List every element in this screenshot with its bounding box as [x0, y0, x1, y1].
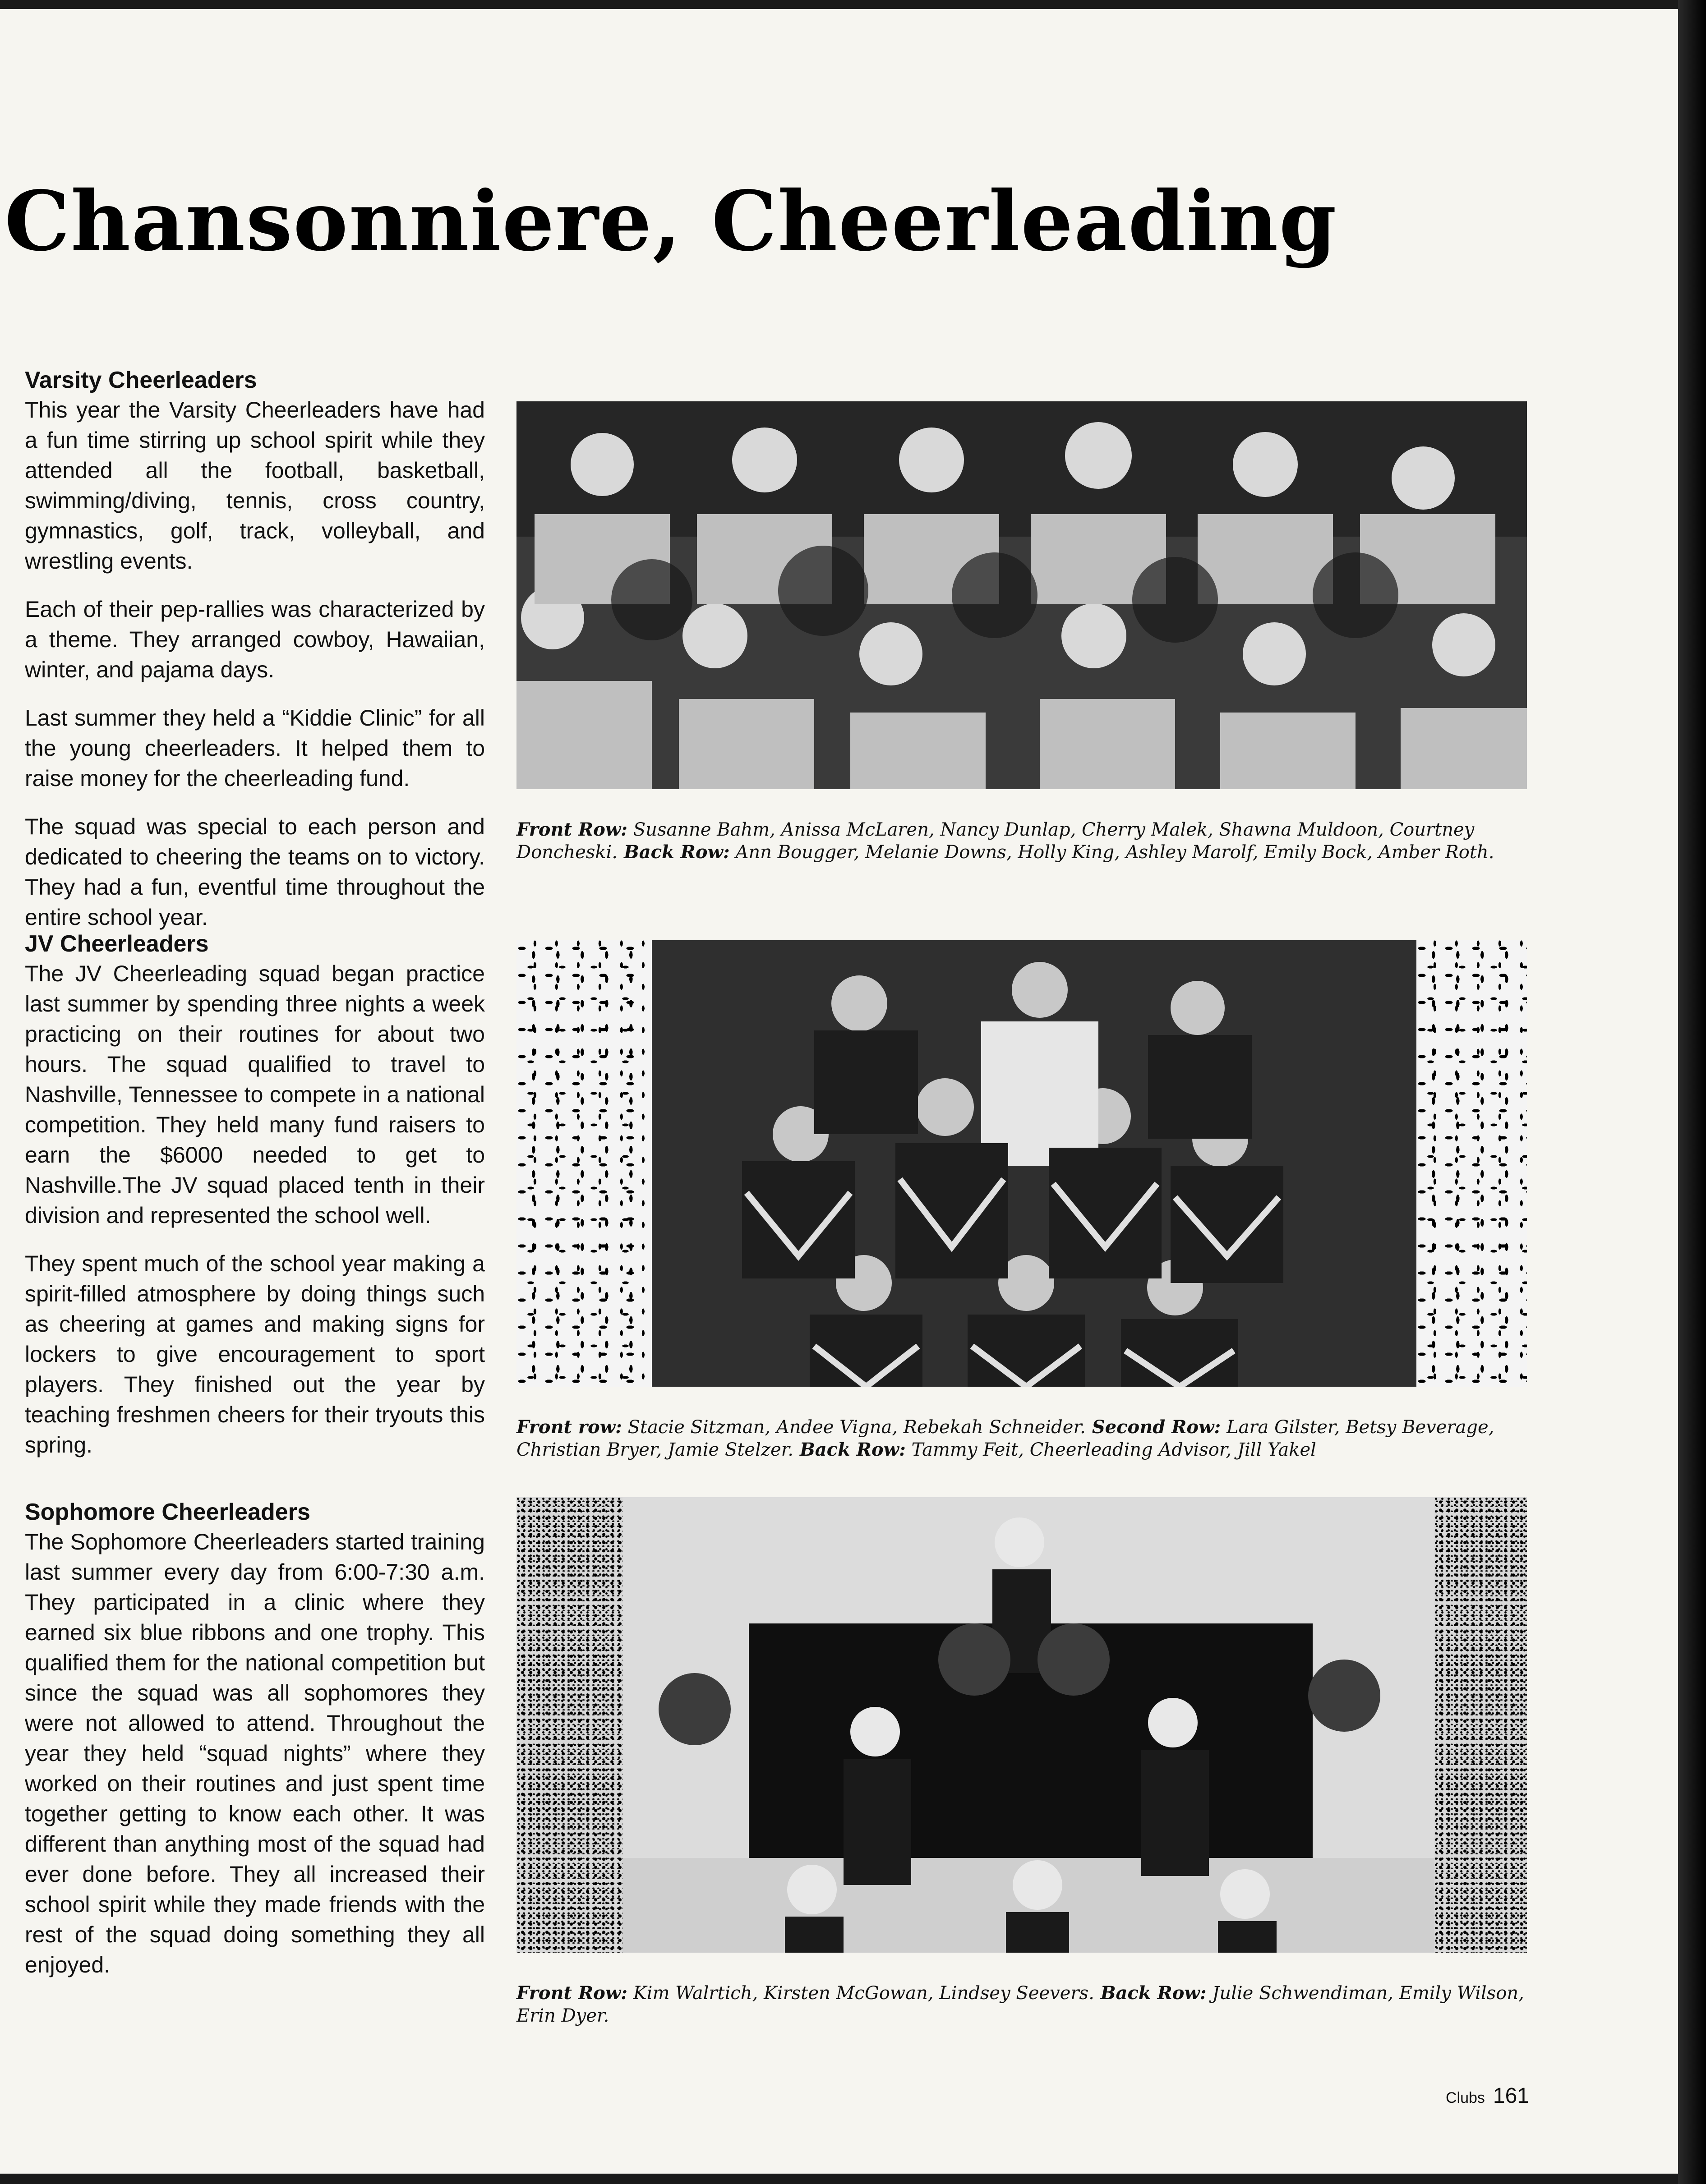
jv-paragraph: They spent much of the school year making a spirit-filled atmosphere by doing things such as cheering at games and making signs for lockers to give encouragement to sport players. They finished out the year by teaching freshmen cheers for their tryouts this spring. [25, 1251, 485, 1458]
decorative-pattern [516, 1497, 622, 1953]
caption-names: Kim Walrtich, Kirsten McGowan, Lindsey Seevers. [627, 1983, 1094, 2004]
varsity-photo [516, 401, 1527, 789]
varsity-section [25, 365, 485, 951]
caption-label: Front Row: [516, 819, 628, 840]
jv-heading: JV Cheerleaders [25, 931, 209, 957]
varsity-paragraph: Last summer they held a “Kiddie Clinic” for all the young cheerleaders. It helped them to raise money for the cheerleading fund. [25, 705, 485, 791]
sophomore-paragraph: The Sophomore Cheerleaders started training last summer every day from 6:00-7:30 a.m. They participated in a clinic where they earned six blue ribbons and one trophy. This qualified them for the national competition but since the squad was all sophomores they were not allowed to attend. Throughout the year they held “squad nights” where they worked on their routines and just spent time together getting to know each other. It was different than anything most of the squad had ever done before. They all increased their school spirit while they made friends with the rest of the squad doing something they all enjoyed. [25, 1529, 485, 1977]
decorative-pattern [516, 940, 652, 1387]
caption-names: Julie Schwendiman, Emily Wilson, Erin Dyer. [516, 1983, 1524, 2026]
caption-label: Back Row: [618, 841, 730, 863]
jv-photo [652, 940, 1416, 1387]
yearbook-page [0, 9, 1678, 2174]
jv-caption [516, 1416, 1527, 1461]
sophomore-heading: Sophomore Cheerleaders [25, 1499, 310, 1525]
caption-names: Ann Bougger, Melanie Downs, Holly King, Ashley Marolf, Emily Bock, Amber Roth. [729, 842, 1494, 863]
jv-photo-image [652, 940, 1416, 1387]
varsity-paragraph: Each of their pep-rallies was characterized by a theme. They arranged cowboy, Hawaiian, winter, and pajama days. [25, 597, 485, 682]
varsity-caption [516, 818, 1527, 864]
caption-label: Front row: [516, 1416, 622, 1438]
sophomore-photo [622, 1497, 1434, 1953]
caption-names: Susanne Bahm, Anissa McLaren, Nancy Dunlap, Cherry Malek, Shawna Muldoon, Courtney Doncheski. [516, 819, 1475, 863]
caption-label: Back Row: [1094, 1982, 1207, 2004]
caption-names: Tammy Feit, Cheerleading Advisor, Jill Yakel [905, 1439, 1316, 1460]
page-number: 161 [1493, 2084, 1529, 2108]
page-title: Chansonniere, Cheerleading [5, 173, 1337, 269]
varsity-photo-image [516, 401, 1527, 789]
footer-section: Clubs [1445, 2089, 1485, 2106]
decorative-pattern [1434, 1497, 1527, 1953]
book-spine-shadow [1678, 0, 1706, 2184]
caption-names: Lara Gilster, Betsy Beverage, Christian Bryer, Jamie Stelzer. [516, 1417, 1494, 1460]
caption-label: Front Row: [516, 1982, 628, 2004]
decorative-pattern [1416, 940, 1527, 1387]
caption-names: Stacie Sitzman, Andee Vigna, Rebekah Schneider. [622, 1417, 1086, 1438]
sophomore-photo-image [622, 1497, 1434, 1953]
sophomore-caption [516, 1982, 1527, 2027]
varsity-paragraph: This year the Varsity Cheerleaders have had a fun time stirring up school spirit while they attended all the football, basketball, swimming/diving, tennis, cross country, gymnastics, golf, track, volleyball, and wrestling events. [25, 397, 485, 574]
jv-paragraph: The JV Cheerleading squad began practice last summer by spending three nights a week practicing on their routines for about two hours. The squad qualified to travel to Nashville, Tennessee to compete in a national competition. They held many fund raisers to earn the $6000 needed to get to Nashville.The JV squad placed tenth in their division and represented the school well. [25, 961, 485, 1228]
caption-label: Second Row: [1085, 1416, 1221, 1438]
jv-section [25, 929, 485, 1478]
varsity-paragraph: The squad was special to each person and dedicated to cheering the teams on to victory. They had a fun, eventful time throughout the entire school year. [25, 814, 485, 930]
page-footer [1446, 2083, 1529, 2108]
varsity-heading: Varsity Cheerleaders [25, 367, 257, 393]
sophomore-section [25, 1497, 485, 1998]
caption-label: Back Row: [793, 1439, 906, 1460]
